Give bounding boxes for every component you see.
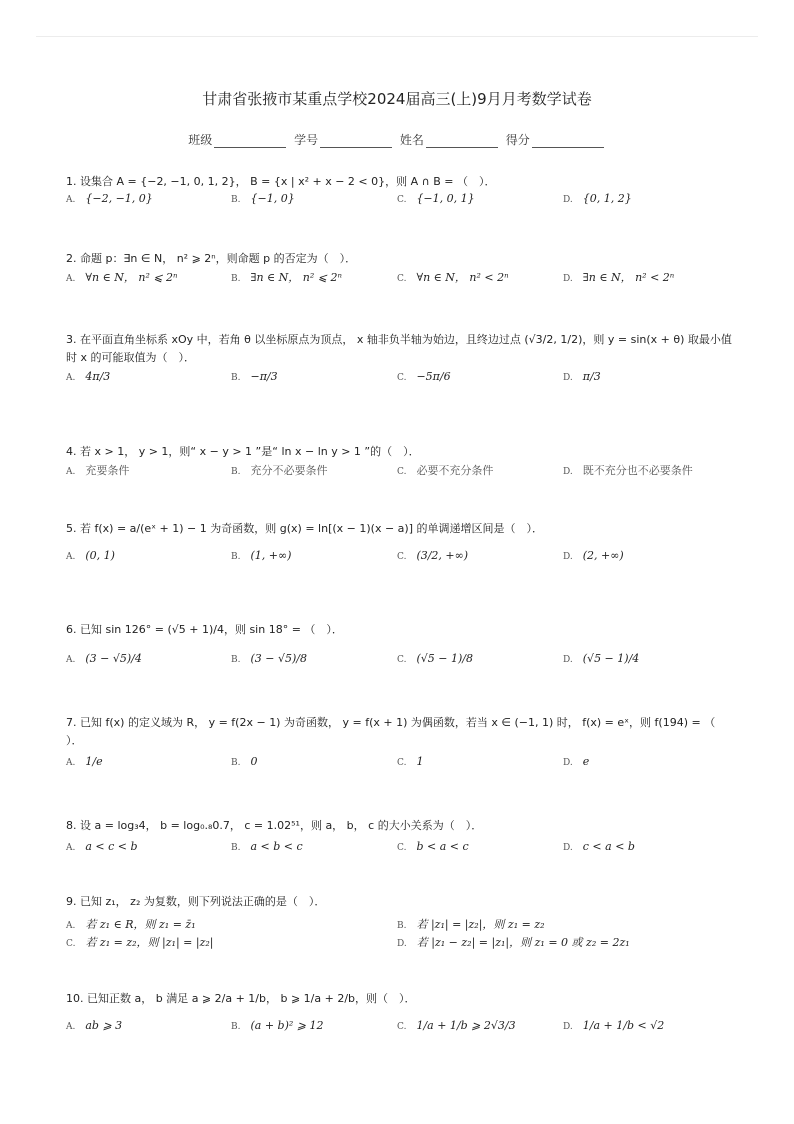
option-b[interactable]: B. 充分不必要条件 [231,464,328,477]
option-a[interactable]: A. (3 − √5)/4 [66,652,142,665]
question-stem: 8. 设 a = log₃4， b = log₀.₈0.7， c = 1.02⁵¹，则 a， b， c 的大小关系为（ ）． [66,819,483,832]
question-4 [66,442,726,484]
top-divider [36,36,758,37]
name-label: 姓名 [399,133,424,147]
option-a[interactable]: A. 充要条件 [66,464,130,477]
option-b[interactable]: B. a < b < c [231,840,303,853]
option-b[interactable]: B. −π/3 [231,370,278,383]
options-row-1 [66,916,726,934]
options-row [66,462,726,484]
option-d[interactable]: D. {0, 1, 2} [563,192,632,205]
option-b[interactable]: B. ∃n ∈ N， n² ⩽ 2ⁿ [231,271,342,284]
options-row [66,755,726,777]
option-a[interactable]: A. {−2, −1, 0} [66,192,153,205]
question-stem-continued: ）． [66,734,83,747]
class-label: 班级 [188,133,213,147]
options-row [66,549,726,571]
id-field[interactable] [320,135,392,148]
question-stem: 6. 已知 sin 126° = (√5 + 1)/4，则 sin 18° = （ ）． [66,623,343,636]
option-d[interactable]: D. 1/a + 1/b < √2 [563,1019,665,1032]
option-b[interactable]: B. {−1, 0} [231,192,295,205]
option-c[interactable]: C. b < a < c [397,840,469,853]
question-stem: 7. 已知 f(x) 的定义域为 R， y = f(2x − 1) 为奇函数， y = f(x + 1) 为偶函数，若当 x ∈ (−1, 1) 时， f(x) = eˣ，则 f(194) = （ [66,716,716,729]
id-label: 学号 [294,133,319,147]
option-c[interactable]: C. 必要不充分条件 [397,464,494,477]
question-7 [66,713,726,777]
option-a[interactable]: A. 若 z₁ ∈ R，则 z₁ = z̄₁ [66,918,196,931]
question-stem: 1. 设集合 A = {−2, −1, 0, 1, 2}， B = {x | x² + x − 2 < 0}，则 A ∩ B = （ ）． [66,175,496,188]
question-stem: 9. 已知 z₁， z₂ 为复数，则下列说法正确的是（ ）． [66,895,326,908]
question-stem: 2. 命题 p：∃n ∈ N， n² ⩾ 2ⁿ，则命题 p 的否定为（ ）． [66,252,357,265]
option-a[interactable]: A. ab ⩾ 3 [66,1019,123,1032]
option-b[interactable]: B. (3 − √5)/8 [231,652,307,665]
option-a[interactable]: A. (0, 1) [66,549,115,562]
options-row [66,370,726,398]
options-row [66,1019,726,1041]
option-d[interactable]: D. (√5 − 1)/4 [563,652,640,665]
class-field[interactable] [214,135,286,148]
option-a[interactable]: A. a < c < b [66,840,138,853]
question-stem: 3. 在平面直角坐标系 xOy 中，若角 θ 以坐标原点为顶点， x 轴非负半轴为始边，且终边过点 (√3/2, 1/2)，则 y = sin(x + θ) 取最小值 [66,333,732,346]
option-a[interactable]: A. 1/e [66,755,103,768]
option-a[interactable]: A. ∀n ∈ N， n² ⩽ 2ⁿ [66,271,178,284]
question-9 [66,892,726,952]
page-title: 甘肃省张掖市某重点学校2024届高三(上)9月月考数学试卷 [202,90,592,108]
option-d[interactable]: D. 若 |z₁ − z₂| = |z₁|，则 z₁ = 0 或 z₂ = 2z₁ [397,936,630,949]
option-d[interactable]: D. 既不充分也不必要条件 [563,464,693,477]
option-d[interactable]: D. π/3 [563,370,601,383]
option-c[interactable]: C. {−1, 0, 1} [397,192,475,205]
name-field[interactable] [426,135,498,148]
question-stem-continued: 时 x 的可能取值为（ ）． [66,351,196,364]
option-c[interactable]: C. (√5 − 1)/8 [397,652,473,665]
question-6 [66,620,726,674]
option-c[interactable]: C. 若 z₁ = z₂，则 |z₁| = |z₂| [66,936,214,949]
question-5 [66,519,726,571]
option-d[interactable]: D. c < a < b [563,840,635,853]
option-b[interactable]: B. 0 [231,755,258,768]
score-field[interactable] [532,135,604,148]
question-2 [66,249,726,291]
option-b[interactable]: B. (1, +∞) [231,549,292,562]
options-row [66,652,726,674]
question-stem: 4. 若 x > 1， y > 1，则“ x − y > 1 ”是“ ln x − ln y > 1 ”的（ ）． [66,445,420,458]
option-c[interactable]: C. (3/2, +∞) [397,549,469,562]
question-stem: 10. 已知正数 a， b 满足 a ⩾ 2/a + 1/b， b ⩾ 1/a + 2/b，则（ ）． [66,992,416,1005]
question-8 [66,816,726,862]
option-c[interactable]: C. −5π/6 [397,370,451,383]
question-3 [66,330,732,398]
score-label: 得分 [505,133,530,147]
option-b[interactable]: B. (a + b)² ⩾ 12 [231,1019,324,1032]
option-d[interactable]: D. ∃n ∈ N， n² < 2ⁿ [563,271,675,284]
option-b[interactable]: B. 若 |z₁| = |z₂|，则 z₁ = z₂ [397,918,545,931]
option-d[interactable]: D. (2, +∞) [563,549,624,562]
option-c[interactable]: C. 1 [397,755,424,768]
question-1 [66,172,726,214]
options-row [66,840,726,862]
option-d[interactable]: D. e [563,755,590,768]
options-row [66,192,726,214]
student-info-line [0,131,794,148]
option-c[interactable]: C. ∀n ∈ N， n² < 2ⁿ [397,271,509,284]
option-c[interactable]: C. 1/a + 1/b ⩾ 2√3/3 [397,1019,516,1032]
question-stem: 5. 若 f(x) = a/(eˣ + 1) − 1 为奇函数，则 g(x) = ln[(x − 1)(x − a)] 的单调递增区间是（ ）． [66,522,543,535]
options-row [66,269,726,291]
question-10 [66,989,726,1041]
option-a[interactable]: A. 4π/3 [66,370,111,383]
options-row-2 [66,934,726,952]
